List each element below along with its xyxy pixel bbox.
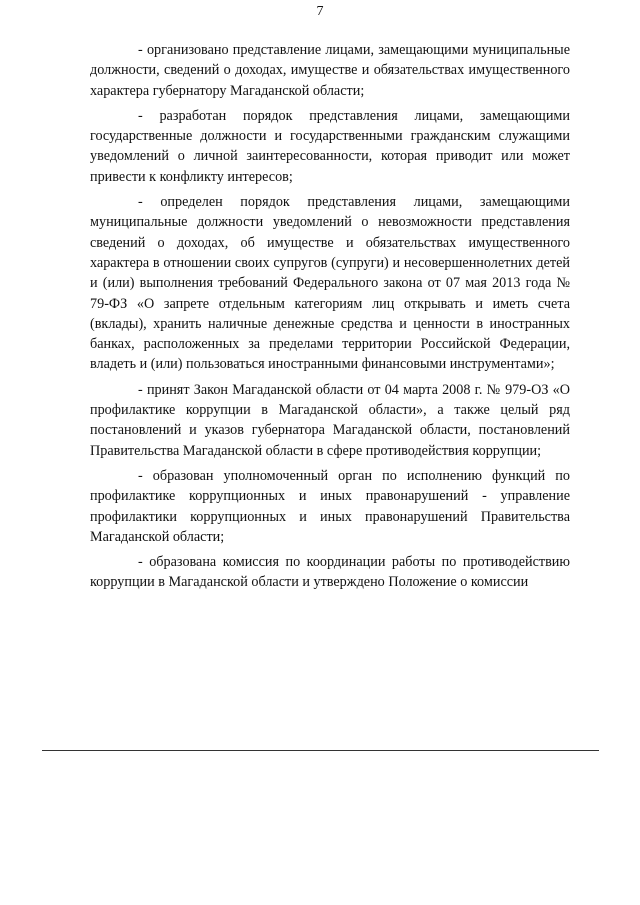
paragraph: - организовано представление лицами, замещающими муниципальные должности, сведений о доходах, имуществе и обязательствах имущественного характера губернатору Магаданской области;	[90, 42, 570, 99]
page-divider-line	[42, 750, 599, 751]
document-body	[90, 40, 570, 598]
paragraph: - образована комиссия по координации работы по противодействию коррупции в Магаданской области и утверждено Положение о комиссии	[90, 554, 570, 591]
paragraph: - определен порядок представления лицами, замещающими муниципальные должности уведомлений о невозможности представления сведений о доходах, об имуществе и обязательствах имущественного характера в отношении своих супругов (супруги) и несовершеннолетних детей и (или) выполнения требований Федерального закона от 07 мая 2013 года № 79-ФЗ «О запрете отдельным категориям лиц открывать и иметь счета (вклады), хранить наличные денежные средства и ценности в иностранных банках, расположенных за пределами территории Российской Федерации, владеть и (или) пользоваться иностранными финансовыми инструментами»;	[90, 194, 570, 373]
paragraph: - разработан порядок представления лицами, замещающими государственные должности и государственными гражданским служащими уведомлений о личной заинтересованности, которая приводит или может привести к конфликту интересов;	[90, 107, 570, 185]
paragraph: - образован уполномоченный орган по исполнению функций по профилактике коррупционных и иных правонарушений - управление профилактики коррупционных и иных правонарушений Правительства Магаданской области;	[90, 467, 570, 545]
page-number: 7	[316, 4, 324, 19]
paragraph: - принят Закон Магаданской области от 04 марта 2008 г. № 979-ОЗ «О профилактике коррупции в Магаданской области», а также целый ряд постановлений и указов губернатора Магаданской области, постановлений Правительства Магаданской области в сфере противодействия коррупции;	[90, 381, 570, 459]
